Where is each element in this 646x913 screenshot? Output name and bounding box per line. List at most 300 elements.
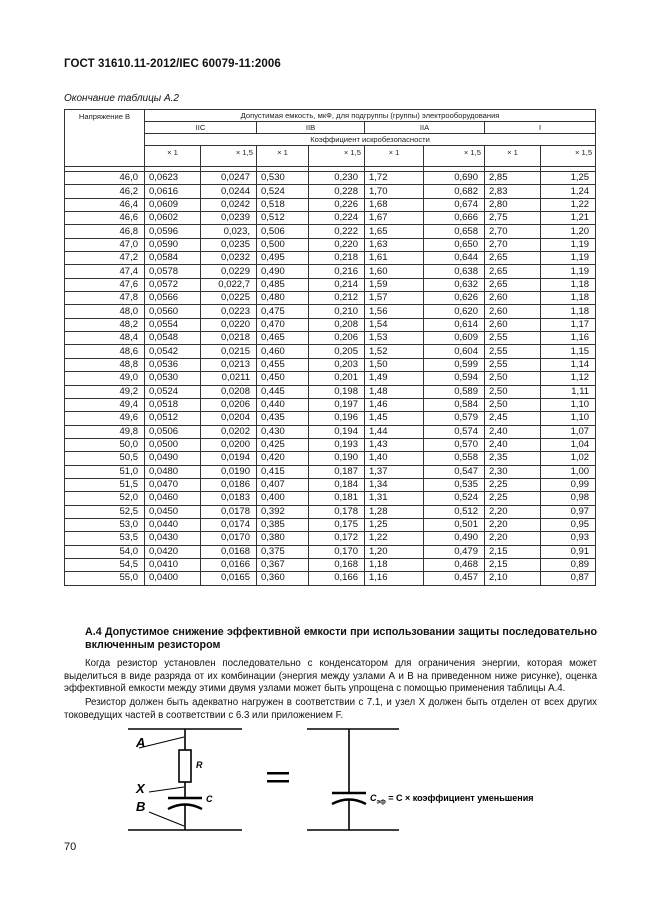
capacitance-cell: 2,40 (485, 425, 541, 438)
capacitance-cell: 0,392 (257, 505, 309, 518)
capacitance-cell: 2,65 (485, 252, 541, 265)
capacitance-cell: 2,35 (485, 452, 541, 465)
capacitance-cell: 1,02 (541, 452, 596, 465)
capacitance-cell: 0,224 (309, 212, 365, 225)
table-row (65, 572, 596, 585)
table-row (65, 558, 596, 571)
table-row (65, 345, 596, 358)
table-row (65, 478, 596, 491)
capacitance-cell: 0,228 (309, 185, 365, 198)
group-iic: IIC (145, 122, 257, 134)
capacitance-cell: 0,512 (424, 505, 485, 518)
voltage-cell: 52,5 (65, 505, 145, 518)
capacitance-cell: 2,60 (485, 305, 541, 318)
formula-c: C (370, 793, 377, 803)
table-row (65, 292, 596, 305)
voltage-cell: 48,6 (65, 345, 145, 358)
capacitance-cell: 0,0244 (201, 185, 257, 198)
table-row (65, 238, 596, 251)
capacitance-cell: 2,20 (485, 505, 541, 518)
table-row (65, 412, 596, 425)
capacitance-cell: 0,93 (541, 532, 596, 545)
factor-cell: × 1 (257, 146, 309, 167)
capacitance-cell: 0,184 (309, 478, 365, 491)
capacitance-cell: 1,40 (365, 452, 424, 465)
capacitance-cell: 0,0584 (145, 252, 201, 265)
table-row (65, 332, 596, 345)
capacitance-cell: 0,626 (424, 292, 485, 305)
table-row (65, 532, 596, 545)
capacitance-cell: 2,55 (485, 332, 541, 345)
capacitance-cell: 0,210 (309, 305, 365, 318)
capacitance-cell: 0,524 (424, 492, 485, 505)
capacitance-cell: 0,023, (201, 225, 257, 238)
capacitance-cell: 2,40 (485, 438, 541, 451)
capacitance-cell: 0,385 (257, 518, 309, 531)
capacitance-cell: 1,18 (541, 305, 596, 318)
capacitance-cell: 0,650 (424, 238, 485, 251)
capacitance-cell: 0,0235 (201, 238, 257, 251)
voltage-cell: 46,4 (65, 198, 145, 211)
capacitance-cell: 0,201 (309, 372, 365, 385)
capacitance-cell: 0,0215 (201, 345, 257, 358)
capacitance-cell: 2,15 (485, 558, 541, 571)
capacitance-cell: 0,0596 (145, 225, 201, 238)
capacitance-cell: 0,0190 (201, 465, 257, 478)
capacitance-cell: 1,56 (365, 305, 424, 318)
voltage-cell: 46,2 (65, 185, 145, 198)
capacitance-cell: 0,190 (309, 452, 365, 465)
capacitance-cell: 0,95 (541, 518, 596, 531)
group-i: I (485, 122, 596, 134)
capacitance-cell: 2,70 (485, 238, 541, 251)
table-row (65, 385, 596, 398)
capacitance-cell: 0,594 (424, 372, 485, 385)
voltage-cell: 49,4 (65, 398, 145, 411)
factor-cell: × 1 (145, 146, 201, 167)
capacitance-cell: 1,43 (365, 438, 424, 451)
capacitance-cell: 0,187 (309, 465, 365, 478)
capacitance-cell: 2,83 (485, 185, 541, 198)
capacitance-cell: 0,495 (257, 252, 309, 265)
voltage-cell: 50,0 (65, 438, 145, 451)
table-row (65, 252, 596, 265)
capacitance-cell: 0,0430 (145, 532, 201, 545)
capacitance-cell: 0,500 (257, 238, 309, 251)
capacitance-cell: 0,0178 (201, 505, 257, 518)
capacitance-cell: 0,0524 (145, 385, 201, 398)
pointer-x (149, 787, 184, 792)
capacitance-cell: 0,644 (424, 252, 485, 265)
capacitance-cell: 0,175 (309, 518, 365, 531)
capacitance-cell: 0,460 (257, 345, 309, 358)
voltage-cell: 50,5 (65, 452, 145, 465)
capacitance-cell: 0,0220 (201, 318, 257, 331)
capacitance-cell: 0,216 (309, 265, 365, 278)
capacitance-cell: 0,480 (257, 292, 309, 305)
capacitance-cell: 0,614 (424, 318, 485, 331)
capacitance-cell: 0,0542 (145, 345, 201, 358)
voltage-cell: 47,8 (65, 292, 145, 305)
equals-line-top (267, 772, 289, 775)
capacitance-cell: 0,470 (257, 318, 309, 331)
capacitance-cell: 1,19 (541, 238, 596, 251)
capacitance-cell: 0,0548 (145, 332, 201, 345)
capacitance-cell: 2,20 (485, 532, 541, 545)
capacitance-cell: 2,65 (485, 278, 541, 291)
page-number: 70 (64, 841, 77, 853)
voltage-cell: 48,2 (65, 318, 145, 331)
capacitance-cell: 0,0206 (201, 398, 257, 411)
document-header: ГОСТ 31610.11-2012/IEC 60079-11:2006 (64, 58, 281, 70)
voltage-cell: 46,6 (65, 212, 145, 225)
capacitance-cell: 2,65 (485, 265, 541, 278)
capacitance-cell: 0,181 (309, 492, 365, 505)
capacitance-cell: 2,25 (485, 492, 541, 505)
capacitance-cell: 0,0616 (145, 185, 201, 198)
capacitance-cell: 0,220 (309, 238, 365, 251)
capacitance-cell: 0,0194 (201, 452, 257, 465)
capacitance-cell: 0,0400 (145, 572, 201, 585)
capacitance-cell: 0,212 (309, 292, 365, 305)
capacitance-cell: 0,0174 (201, 518, 257, 531)
capacitance-cell: 0,475 (257, 305, 309, 318)
capacitance-cell: 2,30 (485, 465, 541, 478)
capacitance-cell: 0,415 (257, 465, 309, 478)
table-body (65, 167, 596, 586)
factor-cell: × 1 (365, 146, 424, 167)
table-row (65, 172, 596, 185)
capacitance-cell: 0,170 (309, 545, 365, 558)
capacitance-cell: 2,60 (485, 292, 541, 305)
group-iib: IIB (257, 122, 365, 134)
capacitance-cell: 0,0223 (201, 305, 257, 318)
capacitance-cell: 0,99 (541, 478, 596, 491)
capacitance-cell: 1,14 (541, 358, 596, 371)
capacitance-cell: 0,203 (309, 358, 365, 371)
capacitance-cell: 1,18 (541, 292, 596, 305)
capacitance-cell: 0,226 (309, 198, 365, 211)
capacitance-cell: 0,547 (424, 465, 485, 478)
capacitance-cell: 0,0490 (145, 452, 201, 465)
voltage-cell: 49,6 (65, 412, 145, 425)
table-row (65, 278, 596, 291)
voltage-cell: 53,5 (65, 532, 145, 545)
capacitance-cell: 0,178 (309, 505, 365, 518)
paragraph-1: Когда резистор установлен последовательно с конденсатором для ограничения энергии, которая может выделиться в виде разряда от их комбинации (энергия между узлами А и В на приведенном ниже рисунке), оценка эффективной емкости между этими двумя узлами может быть упрощена с помощью применения таблицы А.4. (64, 658, 597, 694)
capacitance-cell: 0,0450 (145, 505, 201, 518)
capacitance-cell: 1,20 (365, 545, 424, 558)
factor-cell: × 1 (485, 146, 541, 167)
voltage-cell: 47,6 (65, 278, 145, 291)
capacitance-cell: 1,16 (365, 572, 424, 585)
table-row (65, 185, 596, 198)
voltage-cell: 54,0 (65, 545, 145, 558)
capacitance-cell: 2,20 (485, 518, 541, 531)
capacitance-cell: 1,10 (541, 398, 596, 411)
capacitance-cell: 1,37 (365, 465, 424, 478)
capacitance-cell: 0,535 (424, 478, 485, 491)
capacitance-cell: 0,0470 (145, 478, 201, 491)
capacitance-cell: 1,25 (541, 172, 596, 185)
section-title (85, 626, 597, 651)
capacitance-cell: 0,0590 (145, 238, 201, 251)
capacitance-cell: 0,205 (309, 345, 365, 358)
capacitance-cell: 0,230 (309, 172, 365, 185)
capacitance-cell: 2,55 (485, 358, 541, 371)
capacitance-cell: 0,425 (257, 438, 309, 451)
capacitance-cell: 1,22 (541, 198, 596, 211)
capacitance-cell: 2,15 (485, 545, 541, 558)
capacitance-cell: 1,31 (365, 492, 424, 505)
capacitance-cell: 0,375 (257, 545, 309, 558)
capacitance-cell: 0,193 (309, 438, 365, 451)
capacitance-cell: 0,512 (257, 212, 309, 225)
capacitance-cell: 0,166 (309, 572, 365, 585)
capacitance-cell: 1,28 (365, 505, 424, 518)
capacitance-cell: 1,04 (541, 438, 596, 451)
capacitance-cell: 0,0218 (201, 332, 257, 345)
table-row (65, 398, 596, 411)
capacitance-cell: 0,0247 (201, 172, 257, 185)
capacitance-cell: 2,50 (485, 385, 541, 398)
capacitance-cell: 0,0440 (145, 518, 201, 531)
capacitance-cell: 1,67 (365, 212, 424, 225)
capacitance-cell: 0,206 (309, 332, 365, 345)
capacitance-cell: 0,172 (309, 532, 365, 545)
table-row (65, 505, 596, 518)
factor-cell: × 1,5 (424, 146, 485, 167)
table-row (65, 305, 596, 318)
capacitance-cell: 0,430 (257, 425, 309, 438)
capacitance-cell: 0,0480 (145, 465, 201, 478)
capacitance-cell: 1,70 (365, 185, 424, 198)
capacitance-cell: 0,407 (257, 478, 309, 491)
voltage-cell: 48,8 (65, 358, 145, 371)
capacitance-cell: 1,20 (541, 225, 596, 238)
table-row (65, 545, 596, 558)
capacitance-cell: 0,0602 (145, 212, 201, 225)
capacitance-cell: 0,168 (309, 558, 365, 571)
capacitance-cell: 2,60 (485, 318, 541, 331)
capacitance-cell: 0,589 (424, 385, 485, 398)
capacitance-cell: 0,0500 (145, 438, 201, 451)
capacitance-cell: 0,0512 (145, 412, 201, 425)
capacitance-cell: 0,218 (309, 252, 365, 265)
voltage-cell: 49,8 (65, 425, 145, 438)
capacitance-cell: 0,468 (424, 558, 485, 571)
capacitance-cell: 0,97 (541, 505, 596, 518)
capacitance-cell: 2,50 (485, 398, 541, 411)
equals-line-bottom (267, 780, 289, 783)
capacitance-cell: 0,0168 (201, 545, 257, 558)
capacitance-cell: 1,24 (541, 185, 596, 198)
factor-cell: × 1,5 (201, 146, 257, 167)
section-title-text: Допустимое снижение эффективной емкости при использовании защиты последовательно включенным резистором (85, 626, 597, 651)
capacitance-cell: 0,0186 (201, 478, 257, 491)
capacitance-cell: 0,457 (424, 572, 485, 585)
capacitance-cell: 0,620 (424, 305, 485, 318)
table-row (65, 212, 596, 225)
factor-cell: × 1,5 (541, 146, 596, 167)
capacitance-cell: 0,440 (257, 398, 309, 411)
group-iia: IIA (365, 122, 485, 134)
capacitance-cell: 0,0609 (145, 198, 201, 211)
capacitance-cell: 2,55 (485, 345, 541, 358)
capacitance-cell: 0,196 (309, 412, 365, 425)
capacitance-cell: 0,0518 (145, 398, 201, 411)
capacitance-cell: 1,44 (365, 425, 424, 438)
capacitance-cell: 1,19 (541, 252, 596, 265)
capacitance-cell: 0,91 (541, 545, 596, 558)
factor-cell: × 1,5 (309, 146, 365, 167)
capacitance-cell: 0,579 (424, 412, 485, 425)
capacitance-cell: 1,46 (365, 398, 424, 411)
capacitance-cell: 0,98 (541, 492, 596, 505)
capacitance-cell: 0,022,7 (201, 278, 257, 291)
capacitance-cell: 0,0460 (145, 492, 201, 505)
label-x: X (136, 781, 145, 796)
formula-rest: = C × коэффициент уменьшения (385, 793, 534, 803)
capacitance-cell: 0,0410 (145, 558, 201, 571)
circuit-figure (64, 722, 597, 837)
voltage-cell: 46,8 (65, 225, 145, 238)
capacitance-cell: 0,0239 (201, 212, 257, 225)
capacitance-cell: 0,197 (309, 398, 365, 411)
capacitance-cell: 0,574 (424, 425, 485, 438)
capacitance-cell: 0,360 (257, 572, 309, 585)
capacitance-cell: 1,45 (365, 412, 424, 425)
voltage-cell: 53,0 (65, 518, 145, 531)
capacitance-cell: 2,75 (485, 212, 541, 225)
capacitance-cell: 0,0183 (201, 492, 257, 505)
capacitance-cell: 1,00 (541, 465, 596, 478)
capacitance-cell: 1,22 (365, 532, 424, 545)
capacitance-cell: 2,70 (485, 225, 541, 238)
capacitance-cell: 1,07 (541, 425, 596, 438)
capacitance-cell: 0,0554 (145, 318, 201, 331)
capacitance-cell: 0,609 (424, 332, 485, 345)
capacitance-cell: 1,54 (365, 318, 424, 331)
capacitance-cell: 0,194 (309, 425, 365, 438)
capacitance-cell: 0,0560 (145, 305, 201, 318)
capacitance-cell: 0,455 (257, 358, 309, 371)
capacitance-cell: 1,60 (365, 265, 424, 278)
capacitance-cell: 1,48 (365, 385, 424, 398)
capacitance-cell: 0,0242 (201, 198, 257, 211)
capacitance-cell: 2,25 (485, 478, 541, 491)
capacitance-cell: 2,10 (485, 572, 541, 585)
capacitance-cell: 0,450 (257, 372, 309, 385)
capacitance-cell: 1,25 (365, 518, 424, 531)
table-row (65, 198, 596, 211)
capacitance-cell: 2,50 (485, 372, 541, 385)
table-row (65, 372, 596, 385)
capacitance-cell: 0,0200 (201, 438, 257, 451)
voltage-cell: 49,0 (65, 372, 145, 385)
capacitance-cell: 0,490 (257, 265, 309, 278)
capacitance-cell: 1,12 (541, 372, 596, 385)
capacitance-cell: 0,0229 (201, 265, 257, 278)
capacitance-cell: 1,72 (365, 172, 424, 185)
capacitance-cell: 1,11 (541, 385, 596, 398)
capacitance-cell: 0,0208 (201, 385, 257, 398)
voltage-cell: 54,5 (65, 558, 145, 571)
section-number: А.4 (85, 626, 102, 638)
capacitance-cell: 0,479 (424, 545, 485, 558)
capacitance-cell: 0,89 (541, 558, 596, 571)
resistor (179, 750, 191, 782)
capacitance-cell: 2,85 (485, 172, 541, 185)
capacitance-cell: 0,0165 (201, 572, 257, 585)
group-header: Допустимая емкость, мкФ, для подгруппы (группы) электрооборудования (145, 110, 596, 122)
voltage-cell: 48,4 (65, 332, 145, 345)
capacitance-cell: 1,17 (541, 318, 596, 331)
capacitance-cell: 1,18 (541, 278, 596, 291)
voltage-cell: 47,4 (65, 265, 145, 278)
capacitance-cell: 0,0420 (145, 545, 201, 558)
table-row (65, 265, 596, 278)
formula-sub: эф (376, 798, 386, 806)
voltage-cell: 51,5 (65, 478, 145, 491)
capacitance-cell: 1,16 (541, 332, 596, 345)
label-a: A (136, 735, 146, 750)
capacitance-cell: 1,57 (365, 292, 424, 305)
capacitance-cell: 0,674 (424, 198, 485, 211)
capacitance-cell: 0,400 (257, 492, 309, 505)
capacitance-cell: 0,214 (309, 278, 365, 291)
capacitance-cell: 0,435 (257, 412, 309, 425)
capacitance-cell: 0,690 (424, 172, 485, 185)
table-caption: Окончание таблицы А.2 (64, 93, 179, 104)
capacitance-cell: 1,68 (365, 198, 424, 211)
voltage-cell: 47,2 (65, 252, 145, 265)
capacitance-cell: 0,570 (424, 438, 485, 451)
capacitance-cell: 0,604 (424, 345, 485, 358)
voltage-cell: 46,0 (65, 172, 145, 185)
capacitance-cell: 0,638 (424, 265, 485, 278)
capacitance-cell: 0,599 (424, 358, 485, 371)
capacitance-cell: 0,208 (309, 318, 365, 331)
voltage-cell: 49,2 (65, 385, 145, 398)
capacitance-cell: 0,0572 (145, 278, 201, 291)
capacitance-cell: 0,380 (257, 532, 309, 545)
label-c: C (206, 794, 213, 804)
voltage-header: Напряжение В (65, 110, 145, 167)
voltage-cell: 52,0 (65, 492, 145, 505)
table-row (65, 438, 596, 451)
table-row (65, 492, 596, 505)
capacitance-cell: 0,0578 (145, 265, 201, 278)
capacitance-cell: 0,445 (257, 385, 309, 398)
capacitance-cell: 1,19 (541, 265, 596, 278)
table-row (65, 518, 596, 531)
capacitance-cell: 0,0202 (201, 425, 257, 438)
table-row (65, 425, 596, 438)
capacitance-cell: 0,465 (257, 332, 309, 345)
capacitance-cell: 0,0530 (145, 372, 201, 385)
capacitance-cell: 0,558 (424, 452, 485, 465)
factor-header: Коэффициент искробезопасности (145, 134, 596, 146)
capacitance-cell: 0,222 (309, 225, 365, 238)
table-row (65, 452, 596, 465)
capacitance-cell: 0,0623 (145, 172, 201, 185)
table-row (65, 358, 596, 371)
capacitance-cell: 0,0232 (201, 252, 257, 265)
capacitance-cell: 0,666 (424, 212, 485, 225)
capacitance-cell: 0,0566 (145, 292, 201, 305)
capacitance-cell: 1,59 (365, 278, 424, 291)
